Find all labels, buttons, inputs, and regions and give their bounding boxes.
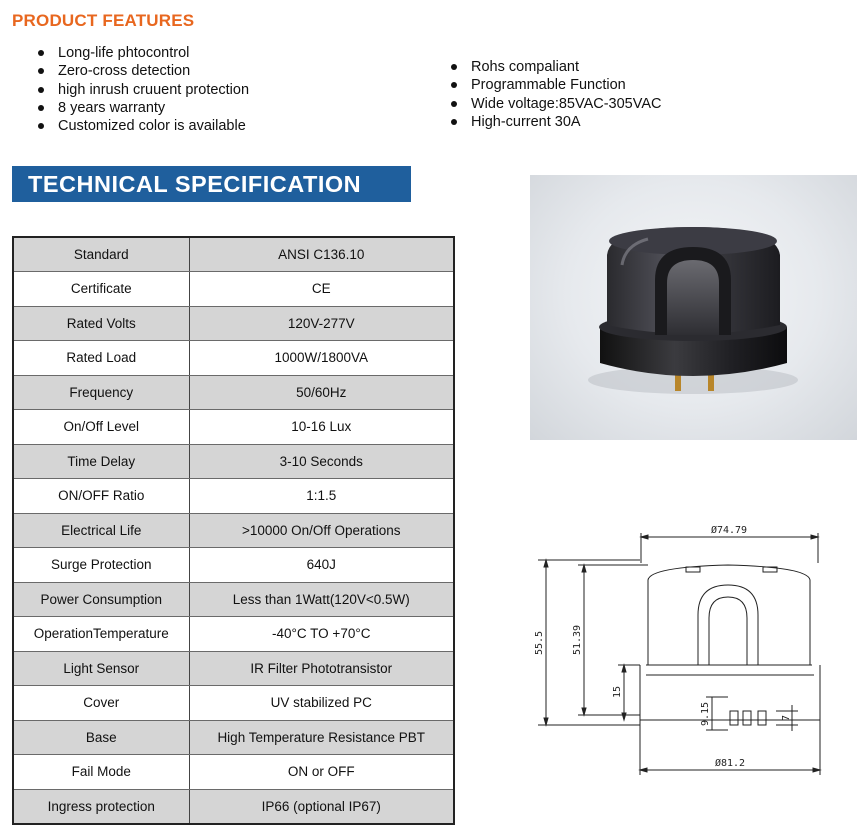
table-row (13, 720, 454, 755)
spec-label: Power Consumption (13, 582, 189, 617)
spec-value: Less than 1Watt(120V<0.5W) (189, 582, 454, 617)
feature-item: Customized color is available (32, 117, 249, 135)
spec-label: Standard (13, 237, 189, 272)
spec-label: Base (13, 720, 189, 755)
table-row (13, 651, 454, 686)
dim-pin-height: 9.15 (700, 701, 711, 727)
spec-value: IP66 (optional IP67) (189, 789, 454, 824)
table-row (13, 513, 454, 548)
table-row (13, 306, 454, 341)
spec-label: Rated Load (13, 341, 189, 376)
spec-label: Electrical Life (13, 513, 189, 548)
spec-value: UV stabilized PC (189, 686, 454, 721)
spec-label: Ingress protection (13, 789, 189, 824)
feature-item: Long-life phtocontrol (32, 44, 249, 62)
spec-label: Surge Protection (13, 548, 189, 583)
spec-label: Light Sensor (13, 651, 189, 686)
spec-value: ON or OFF (189, 755, 454, 790)
table-row (13, 272, 454, 307)
spec-value: 50/60Hz (189, 375, 454, 410)
spec-value: 1:1.5 (189, 479, 454, 514)
table-row (13, 479, 454, 514)
spec-label: Rated Volts (13, 306, 189, 341)
dimension-drawing (528, 515, 858, 785)
spec-value: High Temperature Resistance PBT (189, 720, 454, 755)
spec-value: -40°C TO +70°C (189, 617, 454, 652)
spec-label: ON/OFF Ratio (13, 479, 189, 514)
feature-item: high inrush cruuent protection (32, 81, 249, 99)
dim-top-width: Ø74.79 (710, 525, 748, 536)
feature-item: 8 years warranty (32, 99, 249, 117)
spec-label: Fail Mode (13, 755, 189, 790)
spec-value: ANSI C136.10 (189, 237, 454, 272)
spec-label: Cover (13, 686, 189, 721)
spec-label: Certificate (13, 272, 189, 307)
dim-base-height: 15 (612, 685, 623, 699)
dimension-drawing-svg (528, 515, 858, 780)
feature-item: Programmable Function (445, 76, 661, 94)
table-row (13, 444, 454, 479)
table-row (13, 375, 454, 410)
spec-table (12, 236, 455, 825)
dim-pin-width: 7 (781, 714, 792, 722)
table-row (13, 582, 454, 617)
spec-value: CE (189, 272, 454, 307)
product-photo (530, 175, 857, 440)
spec-label: On/Off Level (13, 410, 189, 445)
table-row (13, 755, 454, 790)
table-row (13, 789, 454, 824)
technical-specification-banner: TECHNICAL SPECIFICATION (12, 166, 411, 202)
table-row (13, 237, 454, 272)
photocontrol-image (530, 175, 857, 440)
spec-label: Frequency (13, 375, 189, 410)
feature-item: Wide voltage:85VAC-305VAC (445, 95, 661, 113)
feature-list-right (445, 58, 661, 131)
dim-total-height: 55.5 (534, 630, 545, 656)
spec-value: 1000W/1800VA (189, 341, 454, 376)
product-features-title: PRODUCT FEATURES (12, 11, 195, 30)
spec-label: OperationTemperature (13, 617, 189, 652)
table-row (13, 548, 454, 583)
feature-item: Zero-cross detection (32, 62, 249, 80)
spec-label: Time Delay (13, 444, 189, 479)
table-row (13, 410, 454, 445)
spec-value: 120V-277V (189, 306, 454, 341)
spec-value: 10-16 Lux (189, 410, 454, 445)
spec-value: IR Filter Phototransistor (189, 651, 454, 686)
spec-value: 640J (189, 548, 454, 583)
dim-body-height: 51.39 (572, 624, 583, 656)
feature-item: Rohs compaliant (445, 58, 661, 76)
feature-list-left (32, 44, 249, 135)
table-row (13, 686, 454, 721)
table-row (13, 341, 454, 376)
spec-value: 3-10 Seconds (189, 444, 454, 479)
feature-item: High-current 30A (445, 113, 661, 131)
table-row (13, 617, 454, 652)
dim-bottom-width: Ø81.2 (714, 758, 746, 769)
spec-value: >10000 On/Off Operations (189, 513, 454, 548)
